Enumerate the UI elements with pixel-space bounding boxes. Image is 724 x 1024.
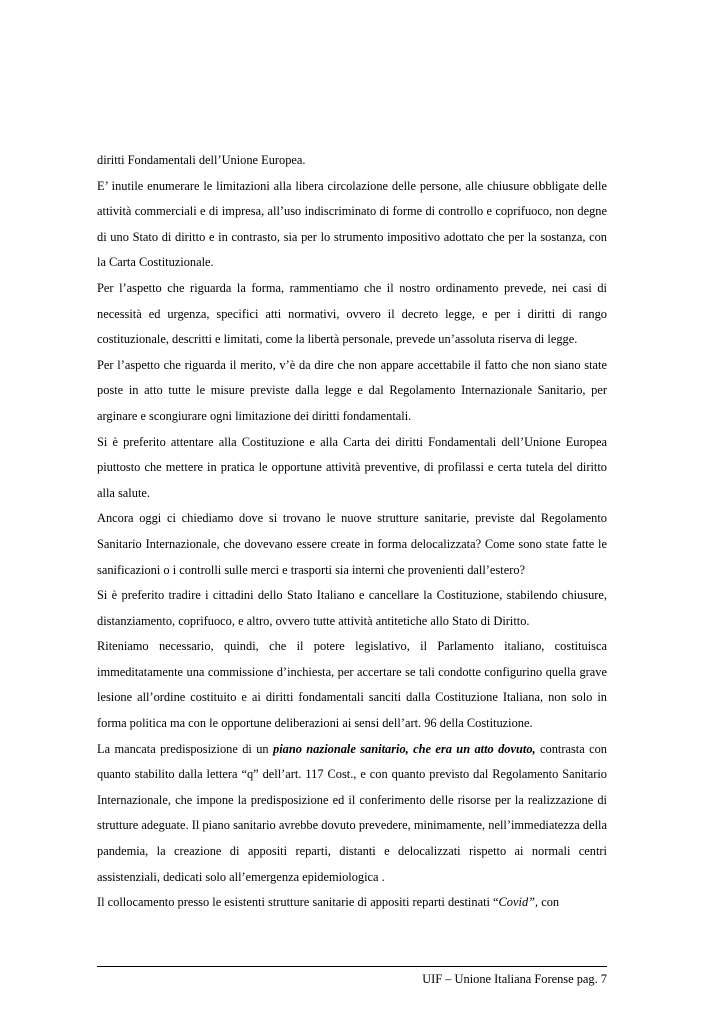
paragraph-9-lead: La mancata predisposizione di un — [97, 741, 273, 756]
paragraph-9-rest: contrasta con quanto stabilito dalla lettera “q” dell’art. 117 Cost., e con quanto previsto dal Regolamento Sanitario Internazionale, che impone la predisposizione ed il conferimento delle risorse per la realizzazione di strutture adeguate. Il piano sanitario avrebbe dovuto prevedere, minimamente, nell’immediatezza della pandemia, la creazione di appositi reparti, distanti e delocalizzati rispetto ai normali centri assistenziali, dedicati solo all’emergenza epidemiologica . — [97, 741, 607, 884]
paragraph-3: Per l’aspetto che riguarda la forma, rammentiamo che il nostro ordinamento prevede, nei casi di necessità ed urgenza, specifici atti normativi, ovvero il decreto legge, e per i diritti di rango costituzionale, descritti e limitati, come la libertà personale, prevede un’assoluta riserva di legge. — [97, 280, 607, 347]
paragraph-4: Per l’aspetto che riguarda il merito, v’è da dire che non appare accettabile il fatto che non siano state poste in atto tutte le misure previste dalla legge e dal Regolamento Internazionale Sanitario, per arginare e scongiurare ogni limitazione dei diritti fondamentali. — [97, 357, 607, 423]
paragraph-8: Riteniamo necessario, quindi, che il potere legislativo, il Parlamento italiano, costituisca immeditatamente una commissione d’inchiesta, per accertare se tali condotte configurino quella grave lesione all’ordine costituito e ai diritti fondamentali sanciti dalla Costituzione Italiana, non solo in forma politica ma con le opportune deliberazioni ai sensi dell’art. 96 della Costituzione. — [97, 639, 607, 731]
paragraph-7: Si è preferito tradire i cittadini dello Stato Italiano e cancellare la Costituzione, stabilendo chiusure, distanziamento, coprifuoco, e altro, ovvero tutte attività antitetiche allo Stato di Diritto. — [97, 588, 607, 628]
paragraph-10-rest: con — [538, 895, 560, 910]
document-body — [97, 148, 607, 916]
paragraph-9-emphasis: piano nazionale sanitario, che era un atto dovuto, — [273, 741, 536, 756]
paragraph-1: diritti Fondamentali dell’Unione Europea. — [97, 153, 306, 167]
paragraph-6: Ancora oggi ci chiediamo dove si trovano le nuove strutture sanitarie, previste dal Regolamento Sanitario Internazionale, che dovevano essere create in forma delocalizzata? Come sono state fatte le sanificazioni o i controlli sulle merci e trasporti sia interni che provenienti dall’estero? — [97, 511, 607, 577]
footer-page-number: 7 — [600, 972, 607, 986]
footer-text: UIF – Unione Italiana Forense pag. — [422, 972, 601, 986]
footer-divider — [97, 966, 607, 967]
paragraph-10 — [97, 890, 607, 916]
paragraph-10-lead: Il collocamento presso le esistenti strutture sanitarie di appositi reparti destinati “ — [97, 895, 499, 910]
paragraph-10-emphasis: Covid”, — [498, 895, 539, 910]
page-footer — [97, 972, 607, 987]
paragraph-5: Si è preferito attentare alla Costituzione e alla Carta dei diritti Fondamentali dell’Unione Europea piuttosto che mettere in pratica le opportune attività preventive, di profilassi e certa tutela del diritto alla salute. — [97, 434, 607, 500]
paragraph-2: E’ inutile enumerare le limitazioni alla libera circolazione delle persone, alle chiusure obbligate delle attività commerciali e di impresa, all’uso indiscriminato di forme di controllo e coprifuoco, non degne di uno Stato di diritto e in contrasto, sia per lo strumento impositivo adottato che per la sostanza, con la Carta Costituzionale. — [97, 178, 607, 270]
paragraph-9 — [97, 737, 607, 891]
